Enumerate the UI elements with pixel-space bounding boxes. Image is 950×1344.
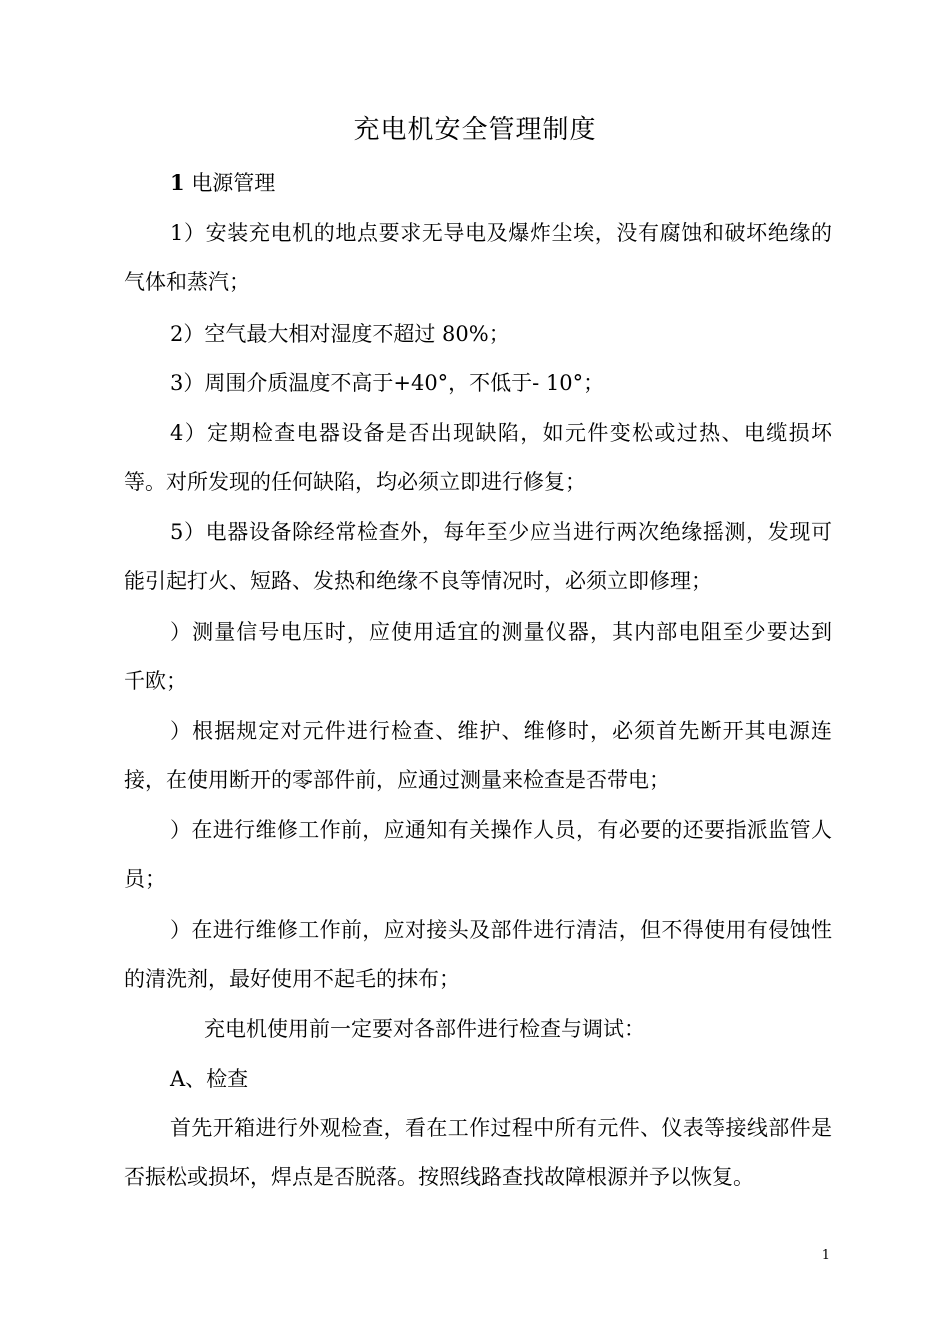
page-number: 1	[821, 1248, 830, 1263]
paragraph-4: 4）定期检查电器设备是否出现缺陷，如元件变松或过热、电缆损坏等。对所发现的任何缺陷，均必须立即进行修复；	[124, 421, 832, 494]
paragraph-10: 充电机使用前一定要对各部件进行检查与调试：	[204, 1017, 645, 1041]
paragraph-8: ）在进行维修工作前，应通知有关操作人员，有必要的还要指派监管人员；	[124, 818, 832, 891]
paragraph-2: 2）空气最大相对湿度不超过 80%；	[170, 322, 510, 346]
page-title: 充电机安全管理制度	[353, 115, 597, 145]
section-heading-text: 电源管理	[191, 171, 276, 195]
subsection-heading-a: A、检查	[170, 1067, 249, 1091]
paragraph-6: ）测量信号电压时，应使用适宜的测量仪器，其内部电阻至少要达到 千欧；	[124, 620, 874, 693]
section-number: 1	[170, 170, 185, 195]
section-heading	[124, 158, 832, 208]
paragraph-1: 1）安装充电机的地点要求无导电及爆炸尘埃，没有腐蚀和破坏绝缘的气体和蒸汽；	[124, 221, 832, 294]
paragraph-3: 3）周围介质温度不高于+40°，不低于- 10°；	[170, 371, 605, 395]
paragraph-11: 首先开箱进行外观检查，看在工作过程中所有元件、仪表等接线部件是否振松或损坏，焊点是否脱落。按照线路查找故障根源并予以恢复。	[124, 1116, 832, 1189]
paragraph-7: ）根据规定对元件进行检查、维护、维修时，必须首先断开其电源连接，在使用断开的零部件前，应通过测量来检查是否带电；	[124, 719, 832, 792]
paragraph-5: 5）电器设备除经常检查外，每年至少应当进行两次绝缘摇测，发现可能引起打火、短路、发热和绝缘不良等情况时，必须立即修理；	[124, 520, 832, 593]
paragraph-9: ）在进行维修工作前，应对接头及部件进行清洁，但不得使用有侵蚀性的清洗剂，最好使用不起毛的抹布；	[124, 918, 832, 991]
